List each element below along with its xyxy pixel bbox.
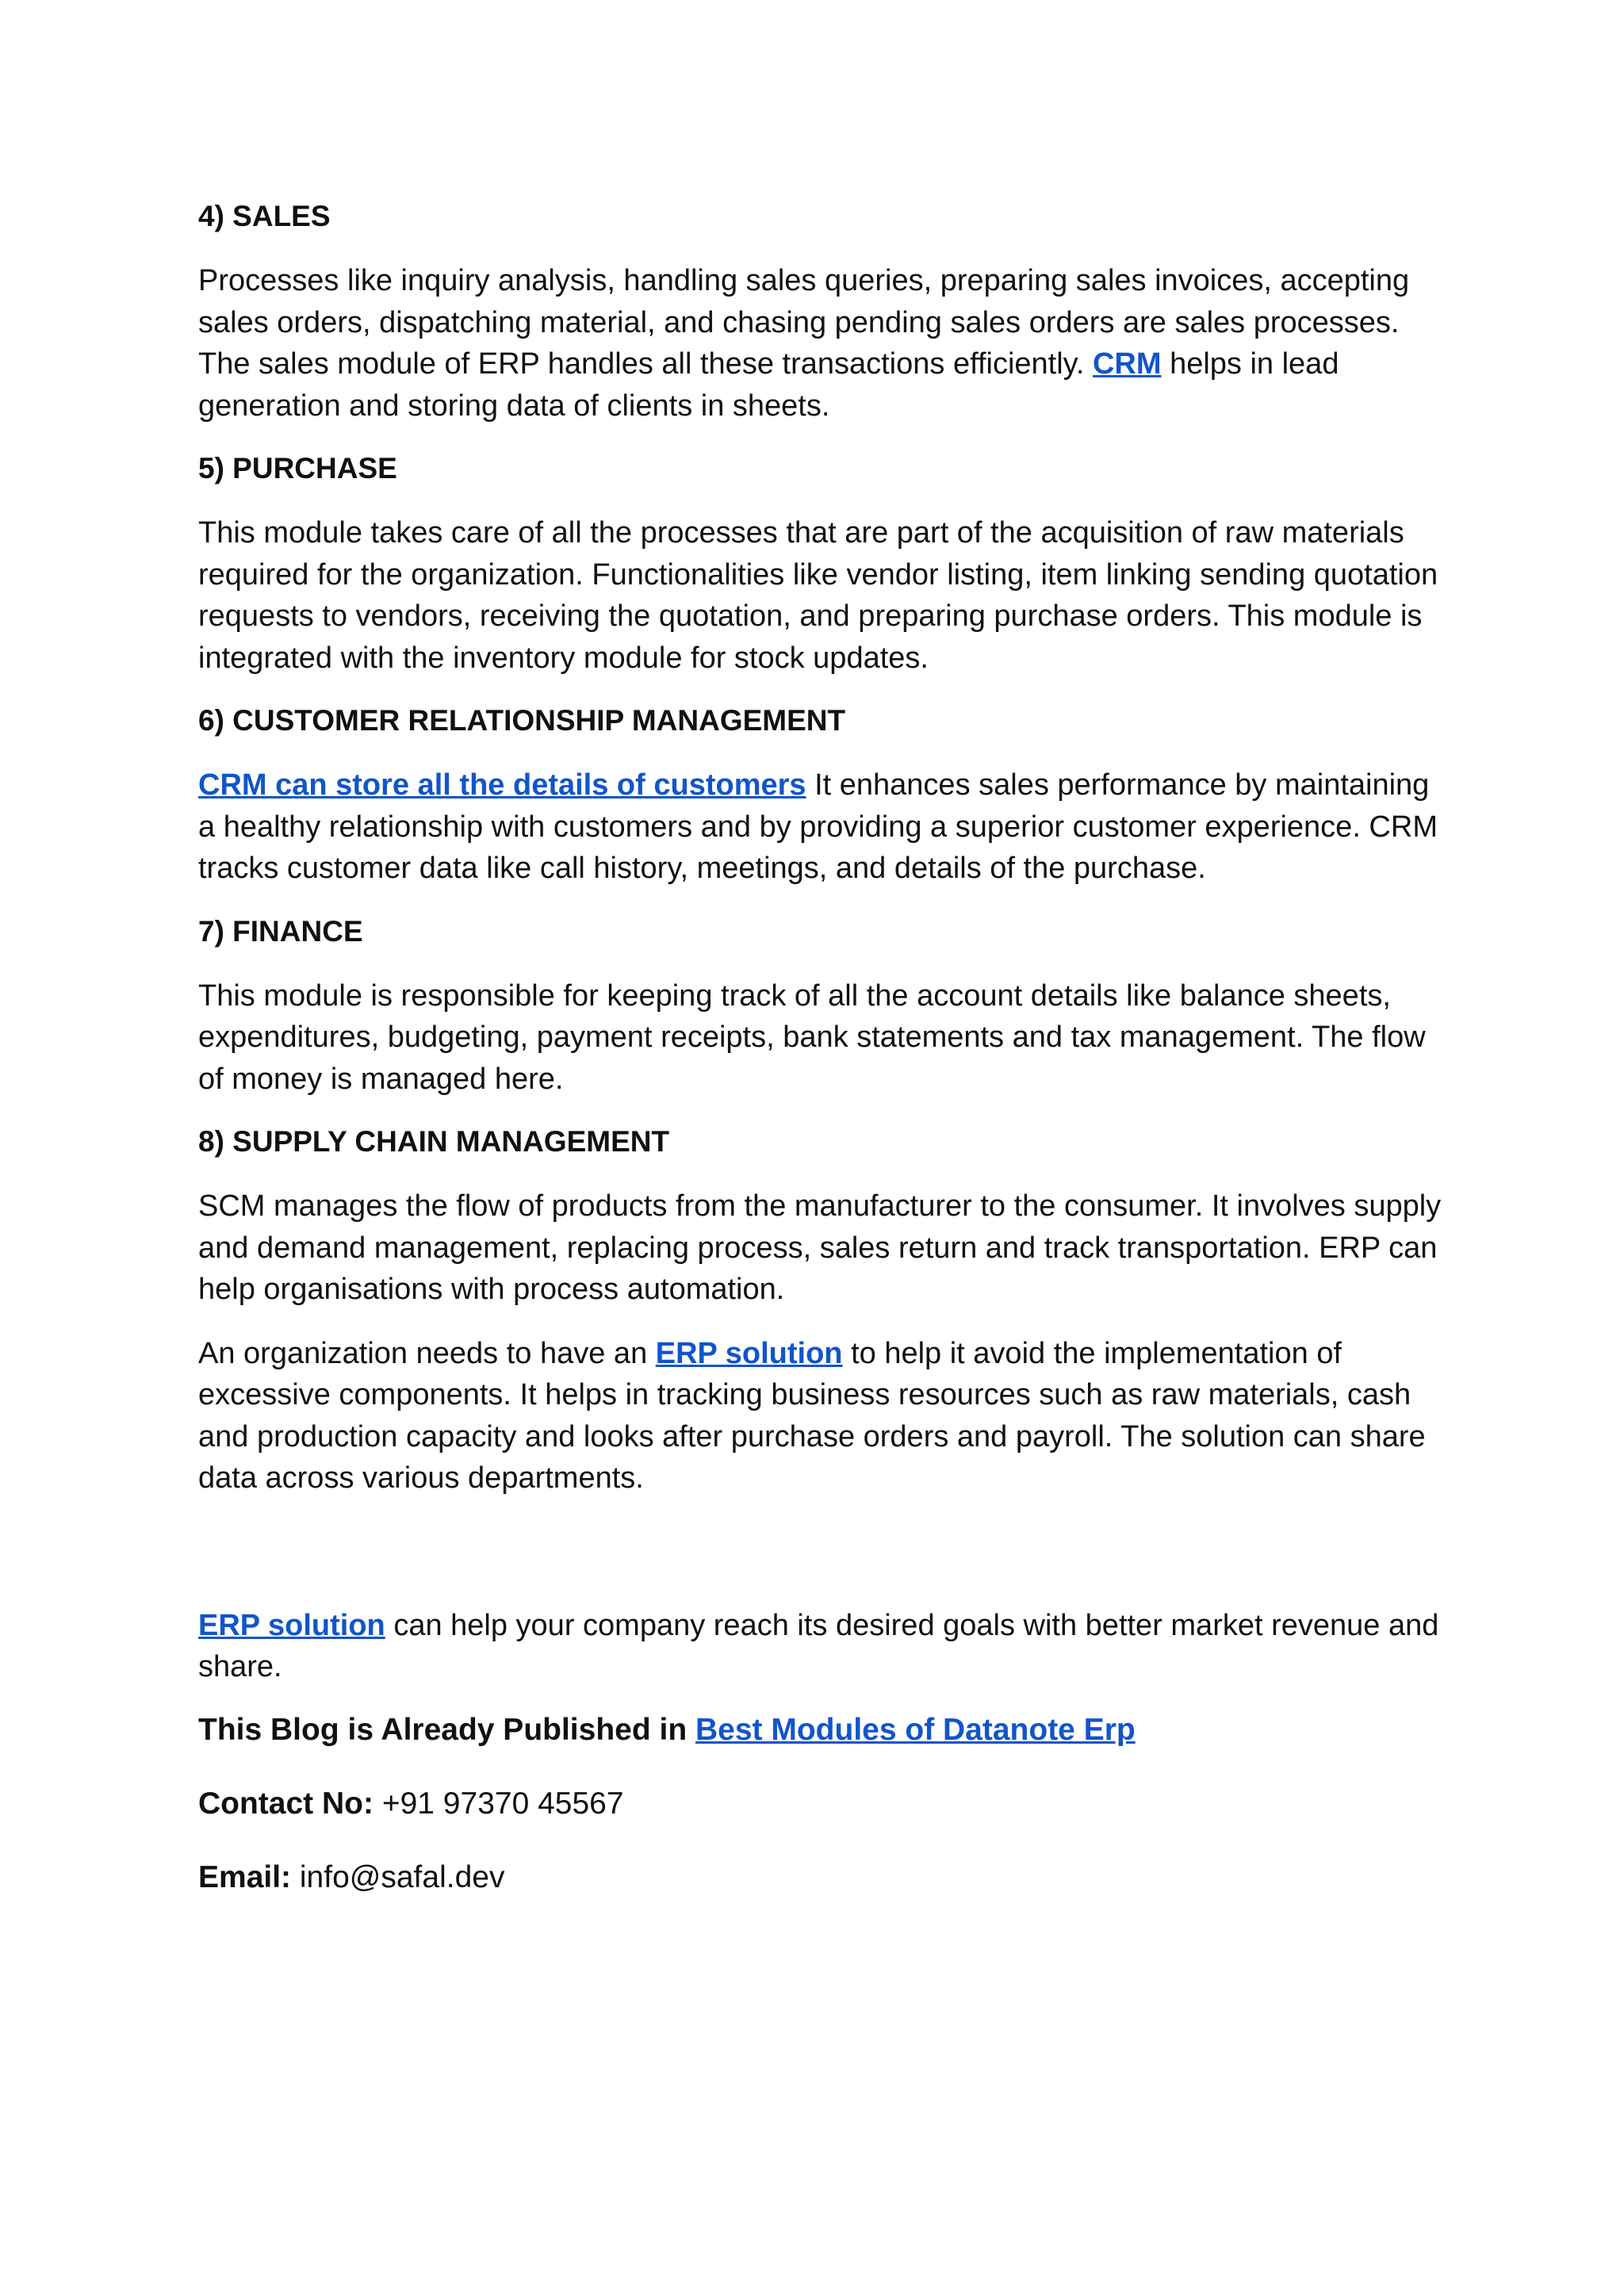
sales-text: Processes like inquiry analysis, handling sales queries, preparing sales invoices, accepting sales orders, dispatching material, and chasing pending sales orders are sales processes. The sales module of ERP handles all these transactions efficiently. (198, 264, 1410, 381)
erp-paragraph (198, 1333, 1451, 1499)
contact-value: +91 97370 45567 (373, 1786, 624, 1821)
document-page (198, 197, 1451, 1932)
sales-heading: 4) SALES (198, 200, 331, 232)
published-link[interactable]: Best Modules of Datanote Erp (695, 1712, 1136, 1747)
scm-paragraph: SCM manages the flow of products from the manufacturer to the consumer. It involves supply and demand management, replacing process, sales return and track transportation. ERP can help organisations with process automation. (198, 1189, 1442, 1306)
purchase-paragraph: This module takes care of all the processes that are part of the acquisition of raw materials required for the organization. Functionalities like vendor listing, item linking sending quotation requests to vendors, receiving the quotation, and preparing purchase orders. This module is integrated with the inventory module for stock updates. (198, 516, 1438, 675)
email-line (198, 1858, 1451, 1898)
published-label: This Blog is Already Published in (198, 1712, 695, 1747)
finance-heading: 7) FINANCE (198, 914, 363, 948)
contact-label: Contact No: (198, 1786, 373, 1821)
published-line (198, 1710, 1451, 1750)
email-value: info@safal.dev (291, 1859, 505, 1894)
erp-text-after: to help it avoid the implementation of excessive components. It helps in tracking business resources such as raw materials, cash and production capacity and looks after purchase orders and payroll. The solution can share data across various departments. (198, 1336, 1426, 1495)
crm-heading: 6) CUSTOMER RELATIONSHIP MANAGEMENT (198, 704, 846, 737)
finance-paragraph: This module is responsible for keeping track of all the account details like balance sheets, expenditures, budgeting, payment receipts, bank statements and tax management. The flow of money is managed here. (198, 978, 1426, 1096)
scm-heading: 8) SUPPLY CHAIN MANAGEMENT (198, 1125, 670, 1158)
sales-paragraph (198, 260, 1451, 427)
closing-paragraph (198, 1605, 1451, 1688)
erp-solution-link[interactable]: ERP solution (655, 1336, 843, 1370)
crm-paragraph (198, 764, 1451, 890)
erp-solution-link-2[interactable]: ERP solution (198, 1608, 385, 1642)
email-label: Email: (198, 1859, 292, 1894)
contact-line (198, 1784, 1451, 1824)
crm-link[interactable]: CRM (1092, 347, 1162, 381)
crm-details-link[interactable]: CRM can store all the details of customers (198, 768, 806, 802)
purchase-heading: 5) PURCHASE (198, 452, 397, 484)
blank-spacer (198, 1522, 1451, 1605)
erp-text-before: An organization needs to have an (198, 1336, 656, 1370)
closing-text-after: can help your company reach its desired goals with better market revenue and share. (198, 1608, 1439, 1683)
sales-text-after: helps in lead generation and storing data of clients in sheets. (198, 347, 1339, 423)
crm-text-after: It enhances sales performance by maintaining a healthy relationship with customers and by providing a superior customer experience. CRM tracks customer data like call history, meetings, and details of the purchase. (198, 768, 1438, 885)
